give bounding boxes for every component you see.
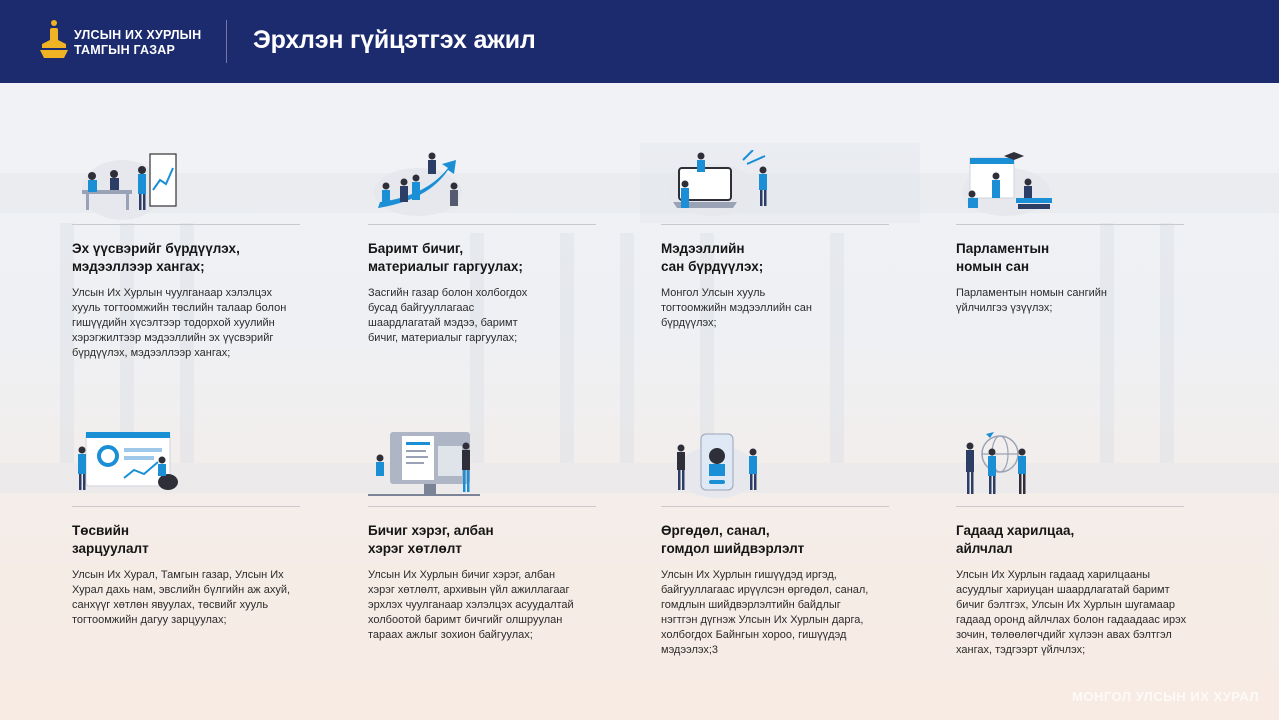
- card-desc-line: эрхлэх чуулганаар хэлэлцэх асуудалтай: [368, 599, 574, 611]
- card-desc-line: байгууллагаас ирүүлсэн өргөдөл, санал,: [661, 584, 869, 596]
- card-title-line: Төсвийн: [72, 523, 130, 538]
- card-desc-line: мэдээлэх;3: [661, 644, 719, 656]
- function-card: [661, 432, 889, 662]
- budget-dashboard-illustration: [72, 432, 300, 502]
- card-title: [661, 240, 763, 276]
- card-desc-line: Улсын Их Хурлын чуулганаар хэлэлцэх: [72, 287, 272, 299]
- card-desc-line: бусад байгууллагаас: [368, 302, 475, 314]
- card-desc-line: бичиг бэлтгэх, Улсын Их Хурлын шугамаар: [956, 599, 1175, 611]
- card-divider: [72, 506, 300, 507]
- card-title: [72, 522, 149, 558]
- header-divider: [226, 20, 227, 63]
- card-title-line: зарцуулалт: [72, 541, 149, 556]
- card-desc-line: зочин, төлөөлөгчдийг хүлээн авах бэлтгэл: [956, 629, 1172, 641]
- card-desc-line: хангах, тэдгээрт үйлчлэх;: [956, 644, 1086, 656]
- card-desc-line: Хурал дахь нам, эвслийн бүлгийн аж ахуй,: [72, 584, 291, 596]
- laptop-team-illustration: [661, 150, 889, 220]
- card-title-line: гомдол шийдвэрлэлт: [661, 541, 805, 556]
- card-title-line: хэрэг хөтлөлт: [368, 541, 462, 556]
- card-title: [661, 522, 804, 558]
- card-description: [661, 286, 901, 331]
- card-desc-line: Засгийн газар болон холбогдох: [368, 287, 528, 299]
- teamwork-arrow-illustration: [368, 150, 596, 220]
- card-desc-line: хэрэгжилтээр мэдээллийн эх үүсвэрийг: [72, 332, 274, 344]
- card-desc-line: Улсын Их Хурлын гишүүдэд иргэд,: [661, 569, 837, 581]
- org-name-line2: ТАМГЫН ГАЗАР: [74, 43, 176, 57]
- card-title-line: Эх үүсвэрийг бүрдүүлэх,: [72, 241, 240, 256]
- card-divider: [956, 224, 1184, 225]
- card-title-line: Бичиг хэрэг, албан: [368, 523, 494, 538]
- card-description: [956, 568, 1196, 658]
- card-desc-line: хэрэг хөтлөлт, архивын үйл ажиллагааг: [368, 584, 570, 596]
- card-desc-line: нэгтгэн дүгнэж Улсын Их Хурлын дарга,: [661, 614, 864, 626]
- card-title-line: материалыг гаргуулах;: [368, 259, 523, 274]
- card-desc-line: үйлчилгээ үзүүлэх;: [956, 302, 1053, 314]
- card-description: [661, 568, 901, 658]
- card-divider: [661, 506, 889, 507]
- card-desc-line: гишүүдийн хүсэлтээр тодорхой хуулийн: [72, 317, 275, 329]
- card-title-line: Гадаад харилцаа,: [956, 523, 1075, 538]
- card-desc-line: тогтоомжийн дагуу зарцуулах;: [72, 614, 227, 626]
- card-desc-line: бүрдүүлэх;: [661, 317, 717, 329]
- org-name-line1: УЛСЫН ИХ ХУРЛЫН: [74, 28, 202, 42]
- page-title: Эрхлэн гүйцэтгэх ажил: [253, 26, 536, 54]
- card-title-line: Баримт бичиг,: [368, 241, 464, 256]
- card-desc-line: тогтоомжийн мэдээллийн сан: [661, 302, 812, 314]
- card-desc-line: шаардлагатай мэдээ, баримт: [368, 317, 518, 329]
- card-desc-line: тараах ажлыг зохион байгуулах;: [368, 629, 533, 641]
- card-title: [72, 240, 240, 276]
- card-description: [72, 286, 312, 361]
- card-description: [72, 568, 312, 628]
- contract-screen-illustration: [368, 432, 596, 502]
- card-divider: [368, 506, 596, 507]
- card-desc-line: гадаад оронд айлчлах болон гадаадаас ирэх: [956, 614, 1187, 626]
- card-desc-line: Улсын Их Хурлын бичиг хэрэг, албан: [368, 569, 556, 581]
- card-divider: [368, 224, 596, 225]
- card-title-line: Парламентын: [956, 241, 1050, 256]
- footer-watermark: МОНГОЛ УЛСЫН ИХ ХУРАЛ: [1072, 689, 1259, 704]
- card-description: [368, 568, 608, 643]
- function-card: [368, 432, 596, 662]
- card-divider: [661, 224, 889, 225]
- card-title-line: Өргөдөл, санал,: [661, 523, 770, 538]
- card-title-line: номын сан: [956, 259, 1029, 274]
- card-title: [956, 240, 1049, 276]
- soyombo-logo-icon: [38, 18, 70, 60]
- card-desc-line: Монгол Улсын хууль: [661, 287, 766, 299]
- card-desc-line: холбогдох Байнгын хороо, гишүүдэд: [661, 629, 847, 641]
- organization-name: [74, 28, 201, 58]
- card-desc-line: санхүүг хөтлөн явуулах, төсвийг хууль: [72, 599, 269, 611]
- card-description: [956, 286, 1196, 316]
- globe-people-illustration: [956, 432, 1184, 502]
- function-card: [368, 150, 596, 380]
- card-desc-line: гомдлын шийдвэрлэлтийн байдлыг: [661, 599, 841, 611]
- card-desc-line: Улсын Их Хурал, Тамгын газар, Улсын Их: [72, 569, 284, 581]
- library-education-illustration: [956, 150, 1184, 220]
- card-desc-line: холбоотой баримт бичгийг олшруулан: [368, 614, 563, 626]
- card-title-line: сан бүрдүүлэх;: [661, 259, 764, 274]
- card-title-line: айлчлал: [956, 541, 1013, 556]
- card-desc-line: бичиг, материалыг гаргуулах;: [368, 332, 518, 344]
- card-desc-line: Улсын Их Хурлын гадаад харилцааны: [956, 569, 1151, 581]
- function-card: [661, 150, 889, 380]
- phone-support-illustration: [661, 432, 889, 502]
- function-card: [72, 432, 300, 662]
- header-bar: [0, 0, 1279, 83]
- card-divider: [72, 224, 300, 225]
- card-title-line: Мэдээллийн: [661, 241, 745, 256]
- function-card: [72, 150, 300, 380]
- card-title: [368, 240, 523, 276]
- card-desc-line: Парламентын номын сангийн: [956, 287, 1107, 299]
- card-desc-line: хууль тогтоомжийн төслийн талаар болон: [72, 302, 287, 314]
- team-analytics-illustration: [72, 150, 300, 220]
- card-desc-line: асуудлыг хариуцан шаардлагатай баримт: [956, 584, 1170, 596]
- card-title-line: мэдээллээр хангах;: [72, 259, 205, 274]
- card-desc-line: бүрдүүлэх, мэдээллээр хангах;: [72, 347, 231, 359]
- card-description: [368, 286, 608, 346]
- function-card: [956, 150, 1184, 380]
- function-card: [956, 432, 1187, 662]
- card-title: [956, 522, 1074, 558]
- card-divider: [956, 506, 1184, 507]
- card-title: [368, 522, 494, 558]
